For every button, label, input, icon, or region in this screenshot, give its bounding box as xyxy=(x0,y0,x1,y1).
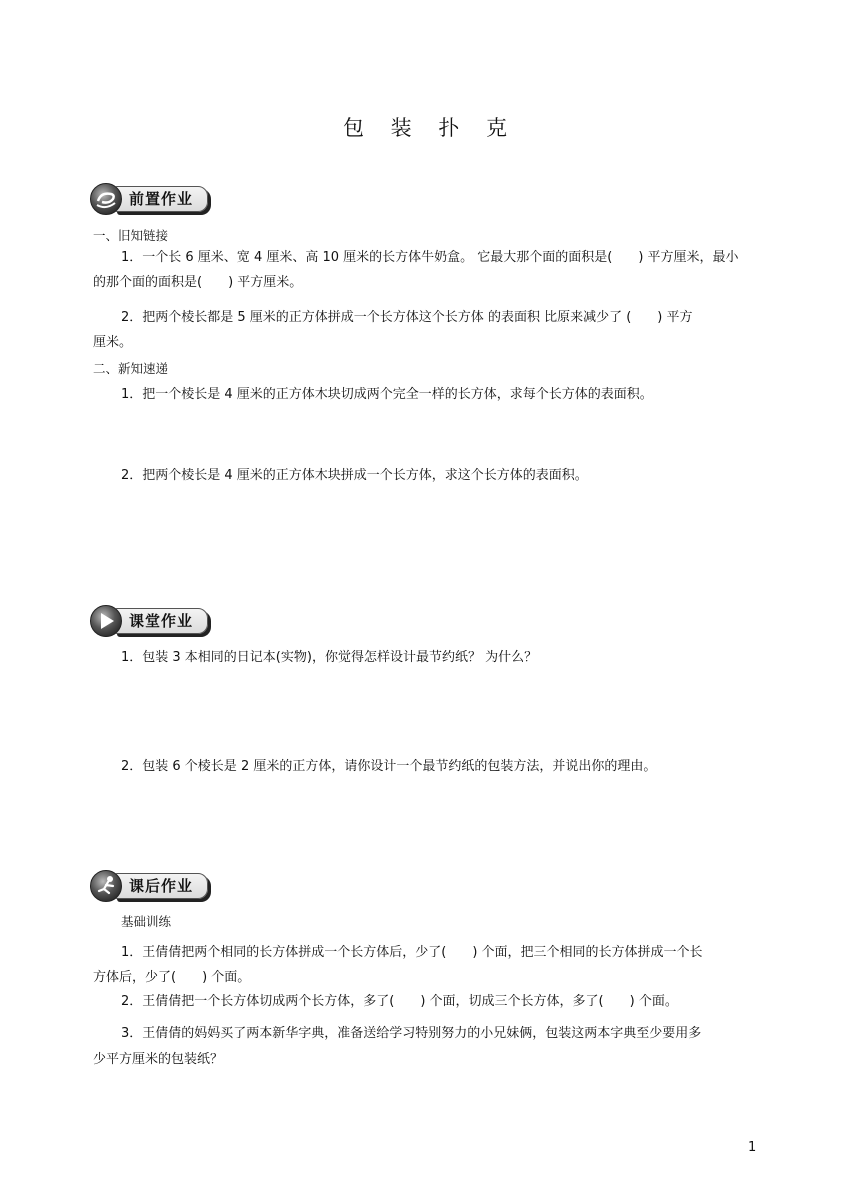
heading-basic-training: 基础训练 xyxy=(121,914,172,929)
question-text: 的那个面的面积是( ) 平方厘米。 xyxy=(93,275,303,290)
question-text: 1．包装 3 本相同的日记本(实物)，你觉得怎样设计最节约纸？ 为什么？ xyxy=(121,650,538,665)
question-text: 1．王倩倩把两个相同的长方体拼成一个长方体后，少了( ) 个面，把三个相同的长方体拼成一个长 xyxy=(121,945,703,960)
question-text: 2．把两个棱长是 4 厘米的正方体木块拼成一个长方体，求这个长方体的表面积。 xyxy=(121,468,588,483)
heading-old-knowledge: 一、旧知链接 xyxy=(93,228,169,243)
question-text: 2．把两个棱长都是 5 厘米的正方体拼成一个长方体这个长方体 的表面积 比原来减少了 ( ) 平方 xyxy=(121,310,693,325)
section-badge-pre xyxy=(90,183,208,215)
heading-new-knowledge: 二、新知速递 xyxy=(93,361,169,376)
page-number: 1 xyxy=(748,1140,757,1155)
question-text: 2．王倩倩把一个长方体切成两个长方体，多了( ) 个面，切成三个长方体，多了( ) 个面。 xyxy=(121,994,678,1009)
question-text: 1．把一个棱长是 4 厘米的正方体木块切成两个完全一样的长方体，求每个长方体的表面积。 xyxy=(121,387,653,402)
section-badge-label: 课堂作业 xyxy=(114,608,208,634)
section-badge-after xyxy=(90,870,208,902)
page-title: 包 装 扑 克 xyxy=(342,116,518,140)
swirl-icon xyxy=(90,183,122,215)
section-badge-class xyxy=(90,605,208,637)
question-text: 厘米。 xyxy=(93,335,133,350)
section-badge-label: 课后作业 xyxy=(114,873,208,899)
play-icon xyxy=(90,605,122,637)
question-text: 2．包装 6 个棱长是 2 厘米的正方体，请你设计一个最节约纸的包装方法，并说出你的理由。 xyxy=(121,759,657,774)
section-badge-label: 前置作业 xyxy=(114,186,208,212)
question-text: 3．王倩倩的妈妈买了两本新华字典，准备送给学习特别努力的小兄妹俩，包装这两本字典至少要用多 xyxy=(121,1026,702,1041)
question-text: 方体后，少了( ) 个面。 xyxy=(93,970,251,985)
question-text: 少平方厘米的包装纸？ xyxy=(93,1052,224,1067)
question-text: 1．一个长 6 厘米、宽 4 厘米、高 10 厘米的长方体牛奶盒。 它最大那个面的面积是( ) 平方厘米，最小 xyxy=(121,250,739,265)
running-person-icon xyxy=(90,870,122,902)
